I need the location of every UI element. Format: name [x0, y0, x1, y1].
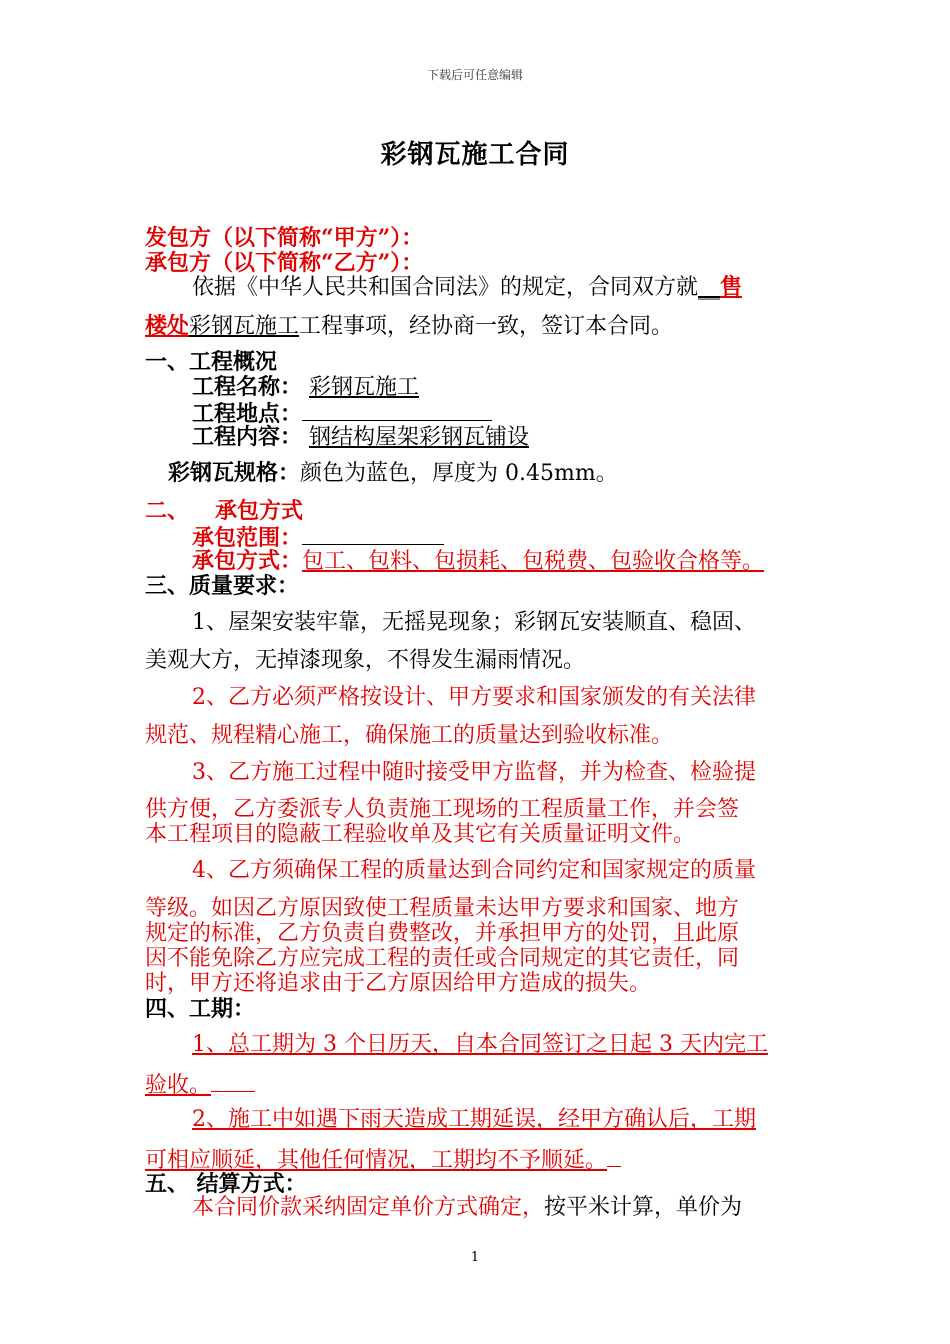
intro-text-2: 工程事项，经协商一致，签订本合同。	[299, 314, 674, 339]
settlement-text: 按平米计算，单价为	[544, 1195, 743, 1220]
period-p2-l2-text: 可相应顺延，其他任何情况，工期均不予顺延。	[145, 1148, 608, 1173]
section2-number: 二、	[145, 498, 190, 524]
section2-heading	[145, 497, 303, 525]
scope-blank	[302, 522, 444, 545]
project-place-label: 工程地点：	[192, 401, 303, 427]
contract-title: 彩钢瓦施工合同	[380, 140, 570, 170]
method-label: 承包方式：	[192, 548, 303, 574]
section1-heading: 一、工程概况	[145, 349, 278, 375]
spec-label: 彩钢瓦规格：	[168, 460, 301, 486]
quality-p4-l1: 4、乙方须确保工程的质量达到合同约定和国家规定的质量	[192, 858, 756, 883]
project-name-label: 工程名称：	[192, 374, 303, 400]
quality-p4-l2: 等级。如因乙方原因致使工程质量未达甲方要求和国家、地方	[145, 896, 740, 921]
period-p2-l1: 2、施工中如遇下雨天造成工期延误，经甲方确认后，工期	[192, 1107, 756, 1132]
section4-heading: 四、工期：	[145, 996, 256, 1022]
project-name-value: 彩钢瓦施工	[309, 375, 420, 400]
spec-value: 颜色为蓝色，厚度为 0.45mm。	[300, 461, 618, 486]
project-content-value: 钢结构屋架彩钢瓦铺设	[309, 425, 530, 450]
party-a-line: 发包方（以下简称“甲方”）：	[145, 225, 424, 251]
spec-line	[168, 459, 618, 488]
project-content-label: 工程内容：	[192, 424, 303, 450]
intro-blank: __	[698, 275, 721, 300]
quality-p4-l4: 因不能免除乙方应完成工程的责任或合同规定的其它责任，同	[145, 946, 740, 971]
intro-location-1: 售	[720, 274, 743, 300]
quality-p3-l2: 供方便，乙方委派专人负责施工现场的工程质量工作，并会签	[145, 797, 740, 822]
header-note: 下载后可任意编辑	[426, 68, 523, 82]
intro-project: 彩钢瓦施工	[189, 314, 300, 339]
period-p1-l2-text: 验收。	[145, 1073, 212, 1098]
scope-label: 承包范围：	[192, 525, 303, 551]
party-b-line: 承包方（以下简称“乙方”）：	[145, 250, 424, 276]
project-place-blank	[302, 398, 492, 421]
quality-p2-l2: 规范、规程精心施工，确保施工的质量达到验收标准。	[145, 723, 674, 748]
intro-location-2: 楼处	[145, 313, 190, 339]
section5-heading: 五、 结算方式：	[145, 1171, 307, 1197]
period-p1-l2	[145, 1069, 255, 1100]
quality-p1-l1: 1、屋架安装牢靠，无摇晃现象；彩钢瓦安装顺直、稳固、	[192, 610, 756, 635]
settlement-line	[192, 1194, 742, 1222]
section3-heading: 三、质量要求：	[145, 573, 300, 599]
settlement-text-red: 本合同价款采纳固定单价方式确定，	[192, 1195, 545, 1220]
quality-p3-l3: 本工程项目的隐蔽工程验收单及其它有关质量证明文件。	[145, 822, 696, 847]
quality-p2-l1: 2、乙方必须严格按设计、甲方要求和国家颁发的有关法律	[192, 685, 756, 710]
quality-p4-l5: 时，甲方还将追求由于乙方原因给甲方造成的损失。	[145, 971, 652, 996]
period-p1-blank	[211, 1069, 255, 1092]
section2-title: 承包方式	[215, 498, 304, 524]
quality-p3-l1: 3、乙方施工过程中随时接受甲方监督，并为检查、检验提	[192, 760, 756, 785]
project-content-line	[192, 423, 529, 452]
method-value: 包工、包料、包损耗、包税费、包验收合格等。	[302, 549, 765, 574]
quality-p1-l2: 美观大方，无掉漆现象，不得发生漏雨情况。	[145, 648, 586, 673]
page-number: 1	[470, 1250, 480, 1265]
intro-text: 依据《中华人民共和国合同法》的规定，合同双方就	[192, 275, 699, 300]
quality-p4-l3: 规定的标准，乙方负责自费整改，并承担甲方的处罚，且此原	[145, 921, 740, 946]
period-p2-blank	[607, 1144, 621, 1167]
intro-line-1	[192, 273, 742, 302]
period-p1-l1: 1、总工期为 3 个日历天，自本合同签订之日起 3 天内完工	[192, 1032, 768, 1057]
intro-line-2	[145, 312, 673, 341]
